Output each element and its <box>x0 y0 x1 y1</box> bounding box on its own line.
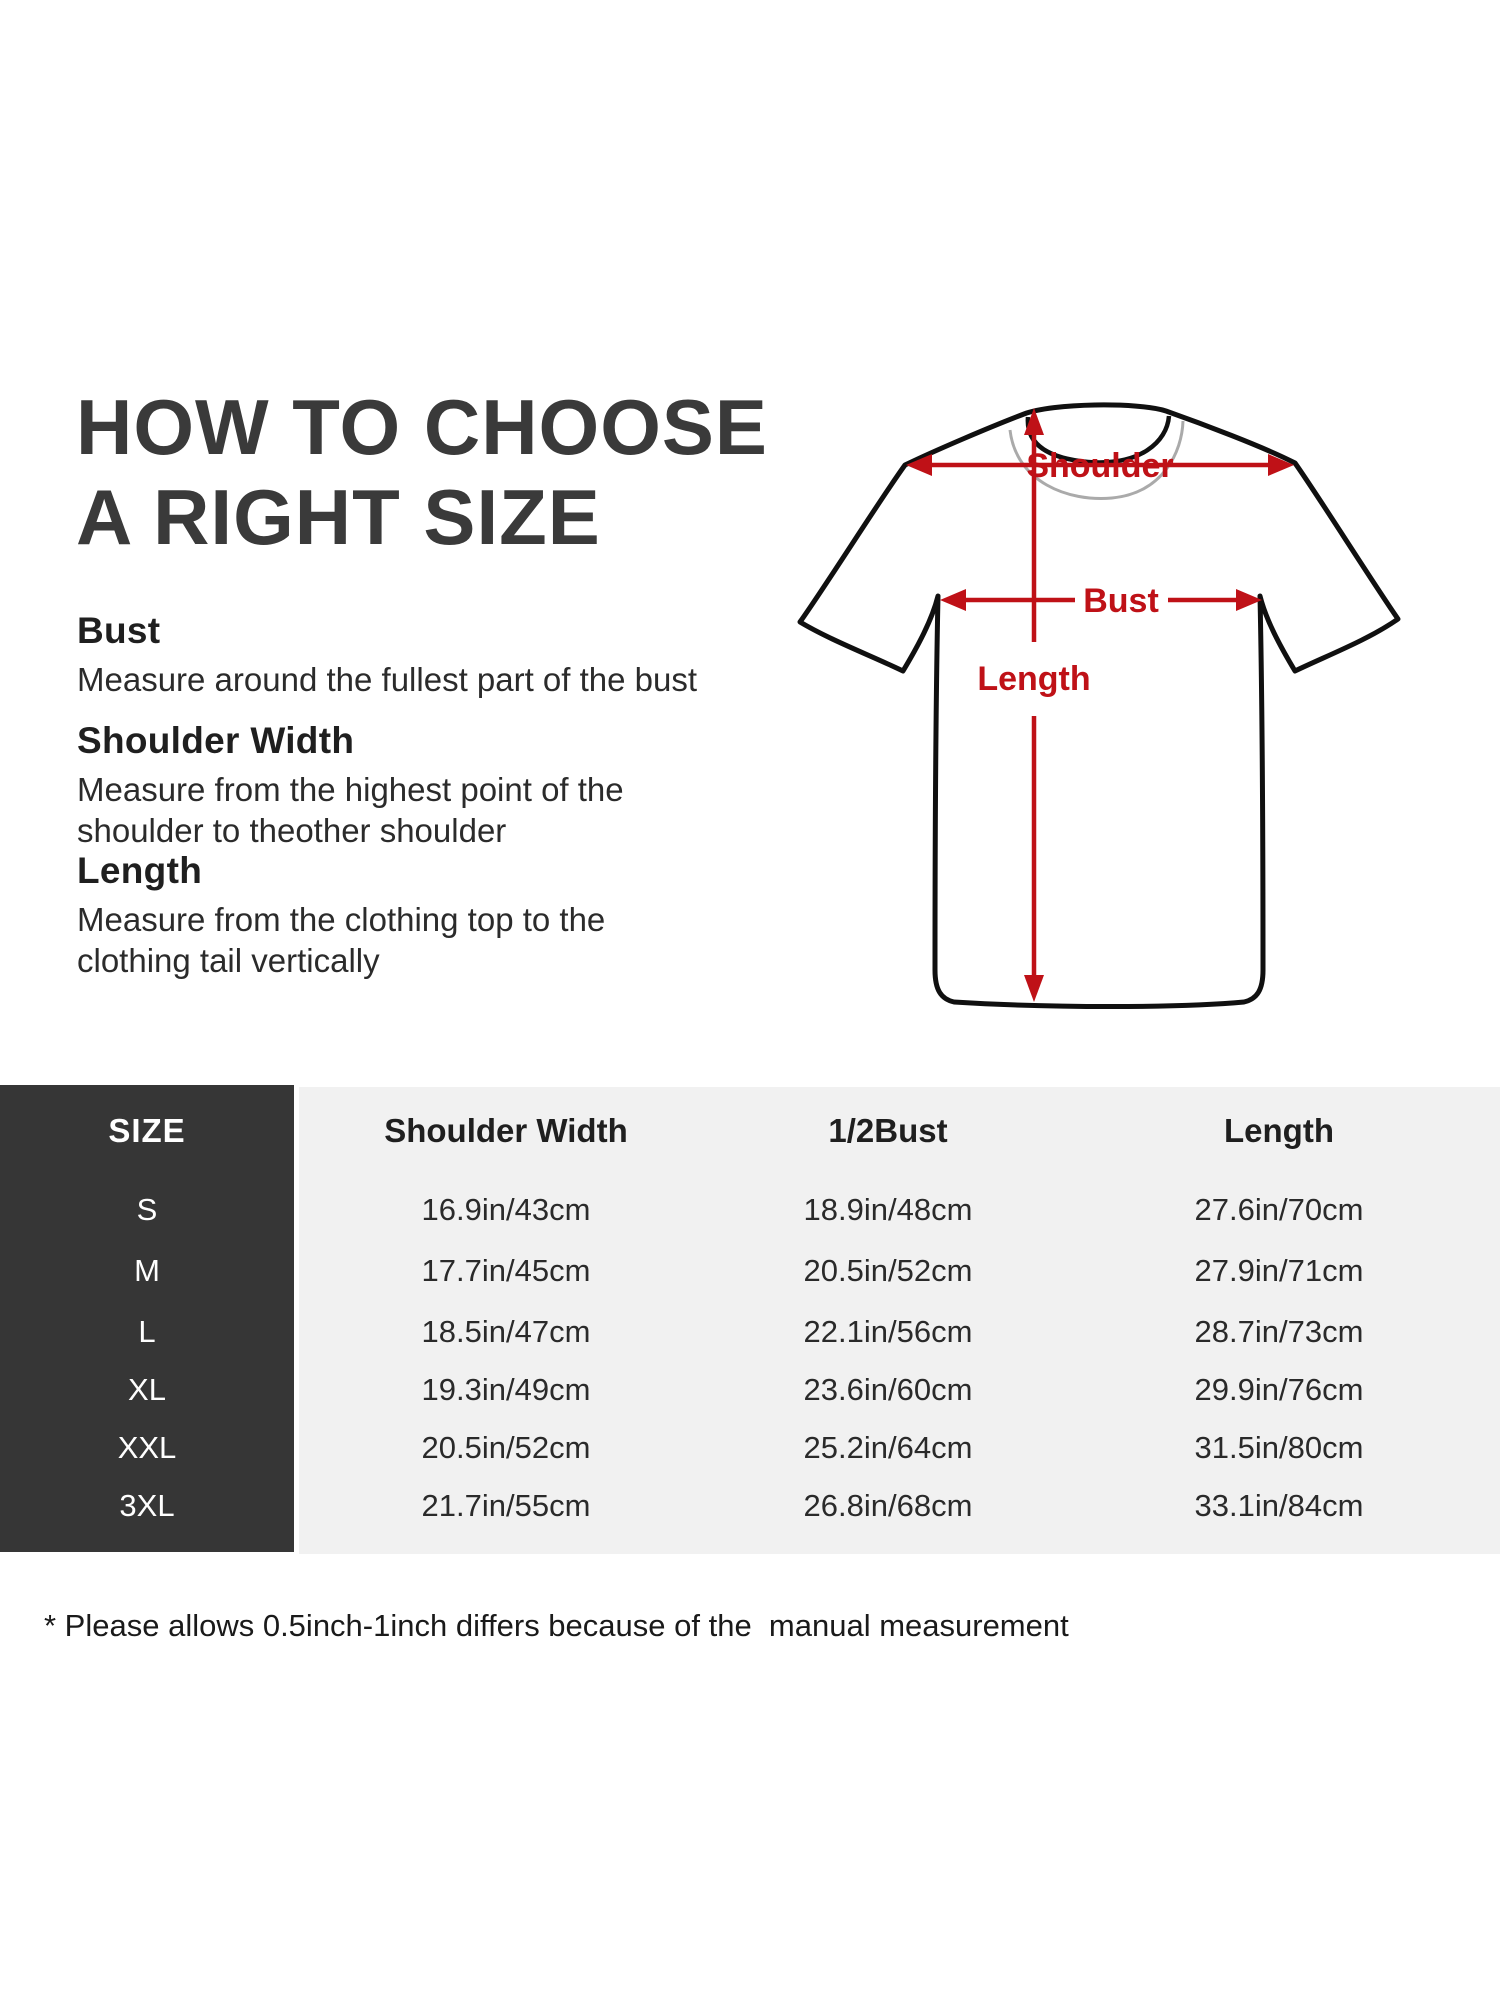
tshirt-diagram <box>620 290 1500 1070</box>
table-row <box>0 1192 1500 1228</box>
table-row <box>0 1488 1500 1524</box>
length-arrow-label: Length <box>977 660 1091 698</box>
shoulder-width-cell: 17.7in/45cm <box>421 1253 591 1288</box>
instruction-shoulder-width-heading: Shoulder Width <box>77 720 355 761</box>
size-table-header-half-bust: 1/2Bust <box>828 1112 948 1149</box>
size-label: XL <box>128 1372 166 1407</box>
instruction-shoulder-width-text-line2: shoulder to theother shoulder <box>77 812 507 849</box>
half-bust-cell: 26.8in/68cm <box>803 1488 973 1523</box>
size-table-header-size: SIZE <box>108 1112 186 1149</box>
size-label: M <box>134 1253 160 1288</box>
instruction-length-text-line2: clothing tail vertically <box>77 942 380 979</box>
half-bust-cell: 25.2in/64cm <box>803 1430 973 1465</box>
half-bust-cell: 23.6in/60cm <box>803 1372 973 1407</box>
shoulder-width-cell: 19.3in/49cm <box>421 1372 591 1407</box>
table-row <box>0 1372 1500 1408</box>
table-row <box>0 1314 1500 1350</box>
size-label: 3XL <box>119 1488 175 1523</box>
size-label: S <box>136 1192 158 1227</box>
length-cell: 33.1in/84cm <box>1194 1488 1364 1523</box>
page-title-line2: A RIGHT SIZE <box>76 473 601 561</box>
tshirt-outline <box>800 405 1398 1007</box>
shoulder-width-cell: 20.5in/52cm <box>421 1430 591 1465</box>
half-bust-cell: 18.9in/48cm <box>803 1192 973 1227</box>
instruction-length-text-line1: Measure from the clothing top to the <box>77 901 606 938</box>
instruction-bust-heading: Bust <box>77 610 161 651</box>
size-label: L <box>138 1314 156 1349</box>
size-label: XXL <box>117 1430 177 1465</box>
instruction-shoulder-width <box>77 722 624 851</box>
size-table-header-length: Length <box>1224 1112 1334 1149</box>
page-title-line1: HOW TO CHOOSE <box>76 383 768 471</box>
instruction-length-heading: Length <box>77 850 203 891</box>
table-row <box>0 1430 1500 1466</box>
instruction-bust <box>77 612 697 700</box>
half-bust-cell: 22.1in/56cm <box>803 1314 973 1349</box>
length-cell: 27.6in/70cm <box>1194 1192 1364 1227</box>
shoulder-width-cell: 16.9in/43cm <box>421 1192 591 1227</box>
instruction-shoulder-width-text-line1: Measure from the highest point of the <box>77 771 624 808</box>
shoulder-width-cell: 21.7in/55cm <box>421 1488 591 1523</box>
length-cell: 28.7in/73cm <box>1194 1314 1364 1349</box>
measurement-disclaimer: * Please allows 0.5inch-1inch differs because of the manual measurement <box>44 1608 1069 1643</box>
length-cell: 31.5in/80cm <box>1194 1430 1364 1465</box>
length-cell: 29.9in/76cm <box>1194 1372 1364 1407</box>
size-table-header-row <box>0 1112 1500 1150</box>
shoulder-width-cell: 18.5in/47cm <box>421 1314 591 1349</box>
length-cell: 27.9in/71cm <box>1194 1253 1364 1288</box>
shoulder-arrow-label: Shoulder <box>1026 447 1174 485</box>
bust-arrow-label: Bust <box>1083 582 1159 620</box>
table-row <box>0 1253 1500 1289</box>
instruction-bust-text: Measure around the fullest part of the bust <box>77 661 698 698</box>
instruction-length <box>77 852 605 981</box>
half-bust-cell: 20.5in/52cm <box>803 1253 973 1288</box>
size-table-header-shoulder-width: Shoulder Width <box>384 1112 628 1149</box>
